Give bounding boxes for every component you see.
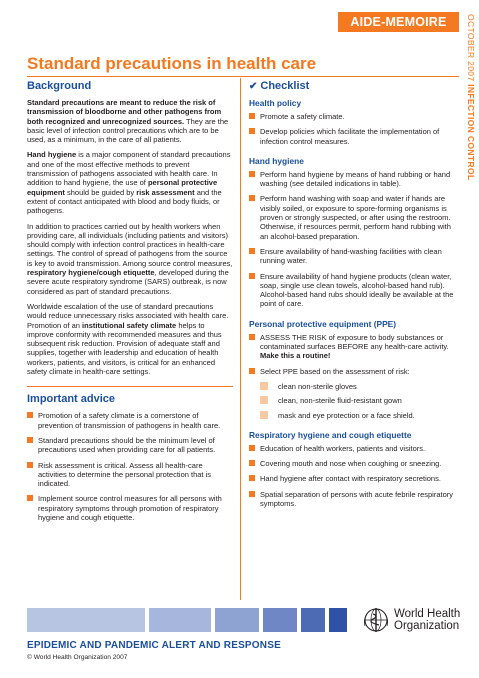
background-para-4: Worldwide escalation of the use of standard precautions would reduce unnecessary risks associated with health care. Promotion of an institutional safety climate helps to improve conformity with recommended measures and thus subsequent risk reduction. Provision of adequate staff and supplies, together with leadership and education of health workers, patients, and visitors, is critical for an enhanced safety climate in health-care settings. [27, 301, 229, 377]
checkbox-square-icon [260, 411, 268, 419]
list-item: Promote a safety climate. [249, 112, 459, 121]
list-item: Standard precautions should be the minimum level of precautions used when providing care for all patients. [27, 436, 233, 455]
background-para-3: In addition to practices carried out by health workers when providing care, all individuals (including patients and visitors) should comply with infection control practices in health-care settings. The control of spread of pathogens from the source is key to avoid transmission. Among source control measures, respiratory hygiene/cough etiquette, developed during the severe acute respiratory syndrome (SARS) outbreak, is now considered as part of standard precautions. [27, 221, 233, 296]
respiratory-heading: Respiratory hygiene and cough etiquette [249, 429, 412, 440]
bullet-square-icon [249, 128, 255, 134]
bullet-square-icon [27, 437, 33, 443]
list-item: Implement source control measures for all persons with respiratory symptoms through promotion of respiratory hygiene and cough etiquette. [27, 494, 233, 522]
hand-hygiene-list [249, 170, 459, 309]
side-date: OCTOBER 2007 [466, 14, 476, 82]
copyright-text: © World Health Organization 2007 [27, 654, 128, 661]
list-item: Covering mouth and nose when coughing or sneezing. [249, 459, 459, 468]
list-item: clean, non-sterile fluid-resistant gown [260, 396, 459, 405]
footer-color-bars [27, 608, 347, 632]
checkbox-square-icon [260, 396, 268, 404]
respiratory-list [249, 444, 459, 508]
list-item: Spatial separation of persons with acute febrile respiratory symptoms. [249, 490, 459, 509]
advice-heading: Important advice [27, 393, 116, 406]
background-para-1: Standard precautions are meant to reduce the risk of transmission of bloodborne and other pathogens from both recognized and unrecognized sources. They are the basic level of infection control precautions which are to be used, as a minimum, in the care of all patients. [27, 98, 229, 145]
bullet-square-icon [27, 462, 33, 468]
logo-line-1: World Health [394, 608, 461, 620]
list-item: Promotion of a safety climate is a cornerstone of prevention of transmission of pathogens in health care. [27, 411, 233, 430]
title-rule [27, 76, 459, 77]
list-item: Perform hand washing with soap and water if hands are visibly soiled, or exposure to spore-forming organisms is proven or strongly suspected, or after using the restroom. Otherwise, if resources permit, perform hand rubbing with an alcohol-based preparation. [249, 194, 459, 240]
list-item: clean non-sterile gloves [260, 382, 459, 391]
hand-hygiene-heading: Hand hygiene [249, 155, 304, 166]
background-para-2: Hand hygiene is a major component of standard precautions and one of the most effective methods to prevent transmission of pathogens associated with health care. In addition to hand hygiene, the use of personal protective equipment should be guided by risk assessment and the extent of contact anticipated with blood and body fluids, or pathogens. [27, 150, 231, 216]
right-column [249, 80, 459, 514]
bullet-square-icon [249, 368, 255, 374]
column-divider [240, 78, 241, 600]
advice-list [27, 411, 233, 522]
bullet-square-icon [249, 113, 255, 119]
ppe-heading: Personal protective equipment (PPE) [249, 318, 397, 329]
footer-bar [301, 608, 325, 632]
list-item: Hand hygiene after contact with respiratory secretions. [249, 474, 459, 483]
list-item: Ensure availability of hand-washing facilities with clean running water. [249, 247, 459, 266]
footer-bar [215, 608, 259, 632]
footer-bar [263, 608, 297, 632]
footer-bar [27, 608, 145, 632]
list-item: Risk assessment is critical. Assess all health-care activities to determine the personal protection that is indicated. [27, 461, 233, 489]
list-item: Education of health workers, patients and visitors. [249, 444, 459, 453]
bullet-square-icon [249, 195, 255, 201]
list-item: Perform hand hygiene by means of hand rubbing or hand washing (see detailed indications in table). [249, 170, 459, 189]
ppe-sub-list [249, 382, 459, 420]
side-label [459, 14, 477, 254]
bullet-square-icon [249, 334, 255, 340]
footer-bar [149, 608, 211, 632]
advice-section [27, 386, 233, 522]
who-logo-text [394, 608, 460, 632]
list-item: mask and eye protection or a face shield. [260, 411, 459, 420]
bullet-square-icon [249, 248, 255, 254]
bullet-square-icon [27, 412, 33, 418]
checkbox-square-icon [260, 382, 268, 390]
bullet-square-icon [249, 445, 255, 451]
background-heading: Background [27, 80, 92, 92]
logo-line-2: Organization [394, 620, 460, 632]
checklist-heading: ✔ Checklist [249, 80, 310, 92]
bullet-square-icon [249, 491, 255, 497]
who-emblem-icon [362, 606, 390, 634]
health-policy-heading: Health policy [249, 98, 302, 108]
list-item: Select PPE based on the assessment of risk: [249, 367, 459, 376]
list-item: Develop policies which facilitate the implementation of infection control measures. [249, 127, 459, 146]
bullet-square-icon [249, 475, 255, 481]
footer-title: EPIDEMIC AND PANDEMIC ALERT AND RESPONSE [27, 640, 281, 651]
ppe-list [249, 333, 459, 376]
footer-bar [329, 608, 347, 632]
checkmark-arrow-icon: ✔ [249, 81, 258, 92]
bullet-square-icon [249, 273, 255, 279]
bullet-square-icon [249, 460, 255, 466]
list-item: ASSESS THE RISK of exposure to body substances or contaminated surfaces BEFORE any health-care activity. Make this a routine! [249, 333, 459, 361]
left-column [27, 80, 233, 528]
bullet-square-icon [249, 171, 255, 177]
page-title: Standard precautions in health care [27, 54, 317, 73]
health-policy-list [249, 112, 459, 146]
list-item: Ensure availability of hand hygiene products (clean water, soap, single use clean towels, alcohol-based hand rub). Alcohol-based hand rubs should ideally be available at the point of care. [249, 272, 459, 309]
aide-memoire-banner: AIDE-MEMOIRE [338, 12, 459, 32]
side-topic: INFECTION CONTROL [466, 84, 476, 181]
bullet-square-icon [27, 495, 33, 501]
